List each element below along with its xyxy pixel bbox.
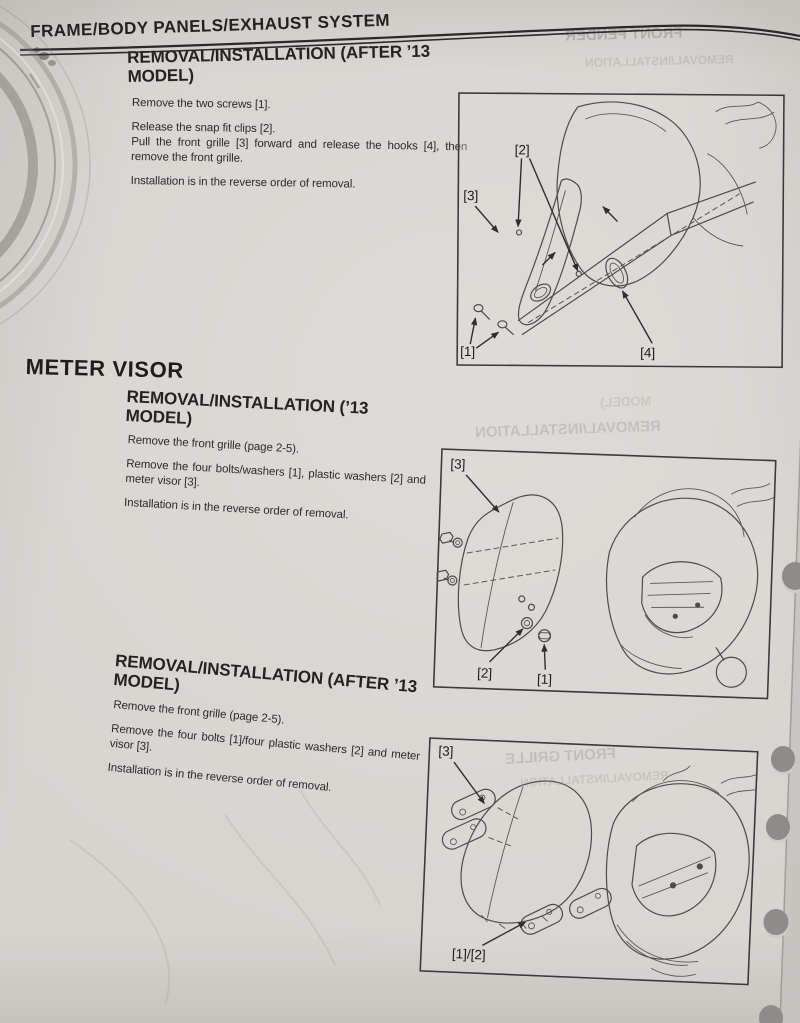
glass-object bbox=[0, 0, 90, 350]
para-remove-bolts-3: Remove the four bolts [1]/four plastic washers [2] and meter visor [3]. bbox=[109, 722, 421, 763]
para-remove-screws: Remove the two screws [1]. bbox=[131, 96, 271, 112]
bleedthrough-removal-bot: REMOVAL/INSTALLATION bbox=[519, 768, 669, 790]
header-rule bbox=[20, 26, 800, 55]
bleedthrough-removal-top: REMOVAL/INSTALLATION bbox=[584, 52, 734, 70]
faint-bleed-sketch bbox=[70, 790, 380, 1005]
para-remove-grille-2: Remove the front grille (page 2-5). bbox=[127, 433, 300, 456]
callout-1-2: [1]/[2] bbox=[451, 946, 487, 963]
para-installation-2: Installation is in the reverse order of removal. bbox=[123, 496, 349, 522]
para-release-clips: Release the snap fit clips [2]. Pull the front grille [3] forward and release the hooks [4], then remove the front grille. bbox=[130, 120, 468, 165]
para-remove-bolts-2: Remove the four bolts/washers [1], plastic washers [2] and meter visor [3]. bbox=[125, 457, 427, 489]
callout-3: [3] bbox=[463, 188, 479, 204]
callout-1: [1] bbox=[536, 671, 553, 688]
callout-2: [2] bbox=[514, 142, 530, 158]
para-installation-3: Installation is in the reverse order of removal. bbox=[107, 761, 332, 794]
callout-1: [1] bbox=[460, 344, 476, 360]
meter-visor-heading: METER VISOR bbox=[25, 354, 185, 383]
section3-heading: REMOVAL/INSTALLATION (AFTER ’13 MODEL) bbox=[112, 651, 418, 697]
callout-3: [3] bbox=[438, 743, 454, 760]
callout-4: [4] bbox=[640, 345, 656, 361]
callout-2: [2] bbox=[476, 665, 493, 681]
bleedthrough-front-fender: FRONT FENDER bbox=[564, 24, 683, 45]
section1-heading: REMOVAL/INSTALLATION (AFTER ’13 MODEL) bbox=[126, 41, 431, 86]
callout-3: [3] bbox=[450, 456, 466, 472]
bleedthrough-front-grille: FRONT GRILLE bbox=[504, 745, 617, 768]
bleedthrough-removal-mid: REMOVAL/INSTALLATION bbox=[474, 417, 662, 442]
page-header-title: FRAME/BODY PANELS/EXHAUST SYSTEM bbox=[30, 10, 391, 41]
section2-heading: REMOVAL/INSTALLATION (’13 MODEL) bbox=[125, 387, 369, 428]
para-remove-grille-3: Remove the front grille (page 2-5). bbox=[112, 698, 285, 727]
para-installation-1: Installation is in the reverse order of removal. bbox=[130, 174, 356, 191]
bleedthrough-model-mid: MODEL) bbox=[599, 393, 652, 410]
